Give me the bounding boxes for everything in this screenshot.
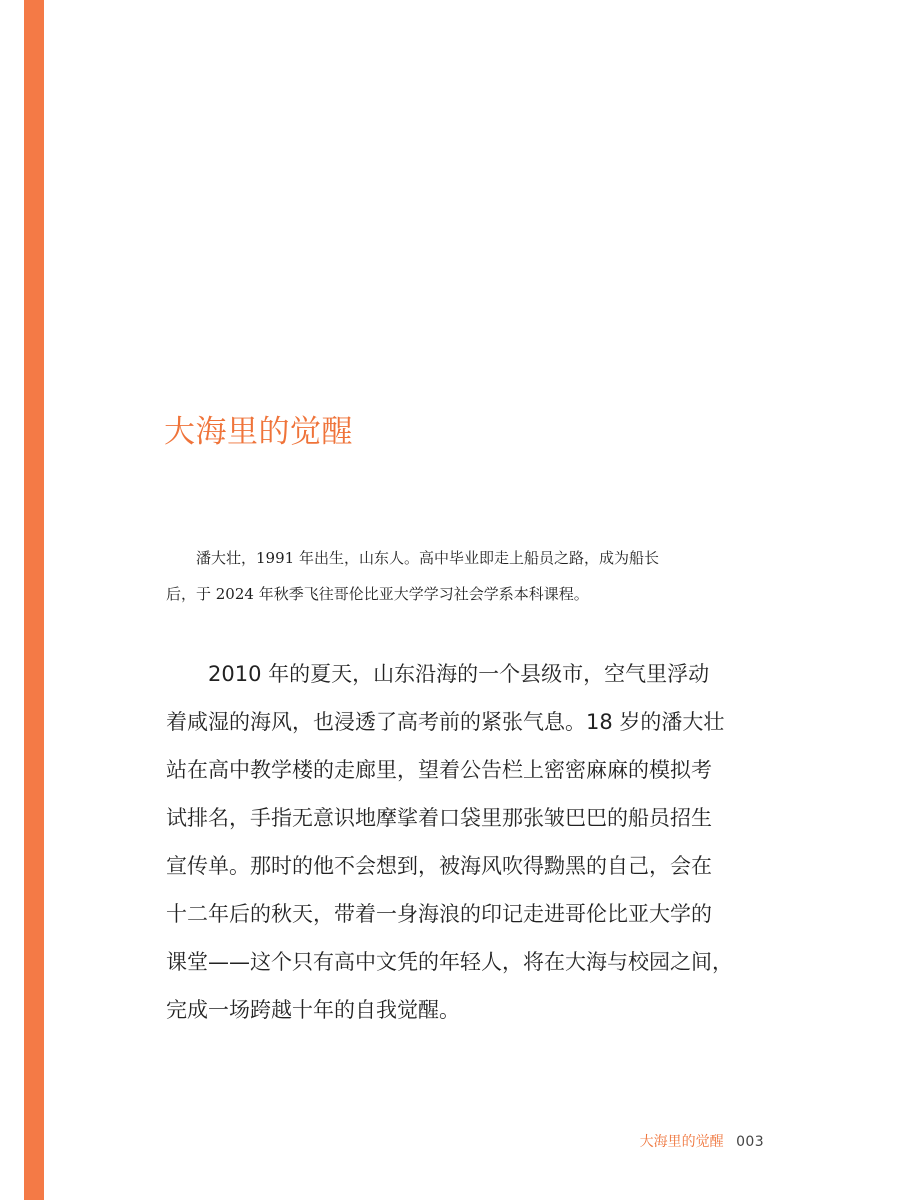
- body-paragraph: 2010 年的夏天，山东沿海的一个县级市，空气里浮动 着咸湿的海风，也浸透了高考前的紧张气息。18 岁的潘大壮 站在高中教学楼的走廊里，望着公告栏上密密麻麻的模拟考 试排名，手指无意识地摩挲着口袋里那张皱巴巴的船员招生 宣传单。那时的他不会想到，被海风吹得黝黑的自己，会在 十二年后的秋天，带着一身海浪的印记走进哥伦比亚大学的 课堂——这个只有高中文凭的年轻人，将在大海与校园之间， 完成一场跨越十年的自我觉醒。: [166, 662, 733, 1022]
- page-footer: [540, 1132, 764, 1152]
- chapter-title: 大海里的觉醒: [164, 414, 353, 450]
- page-number: 003: [736, 1134, 764, 1150]
- footer-chapter-title: 大海里的觉醒: [639, 1134, 724, 1150]
- author-intro: 潘大壮，1991 年出生，山东人。高中毕业即走上船员之路，成为船长 后，于 2024 年秋季飞往哥伦比亚大学学习社会学系本科课程。: [166, 549, 659, 603]
- accent-bar: [24, 0, 44, 1200]
